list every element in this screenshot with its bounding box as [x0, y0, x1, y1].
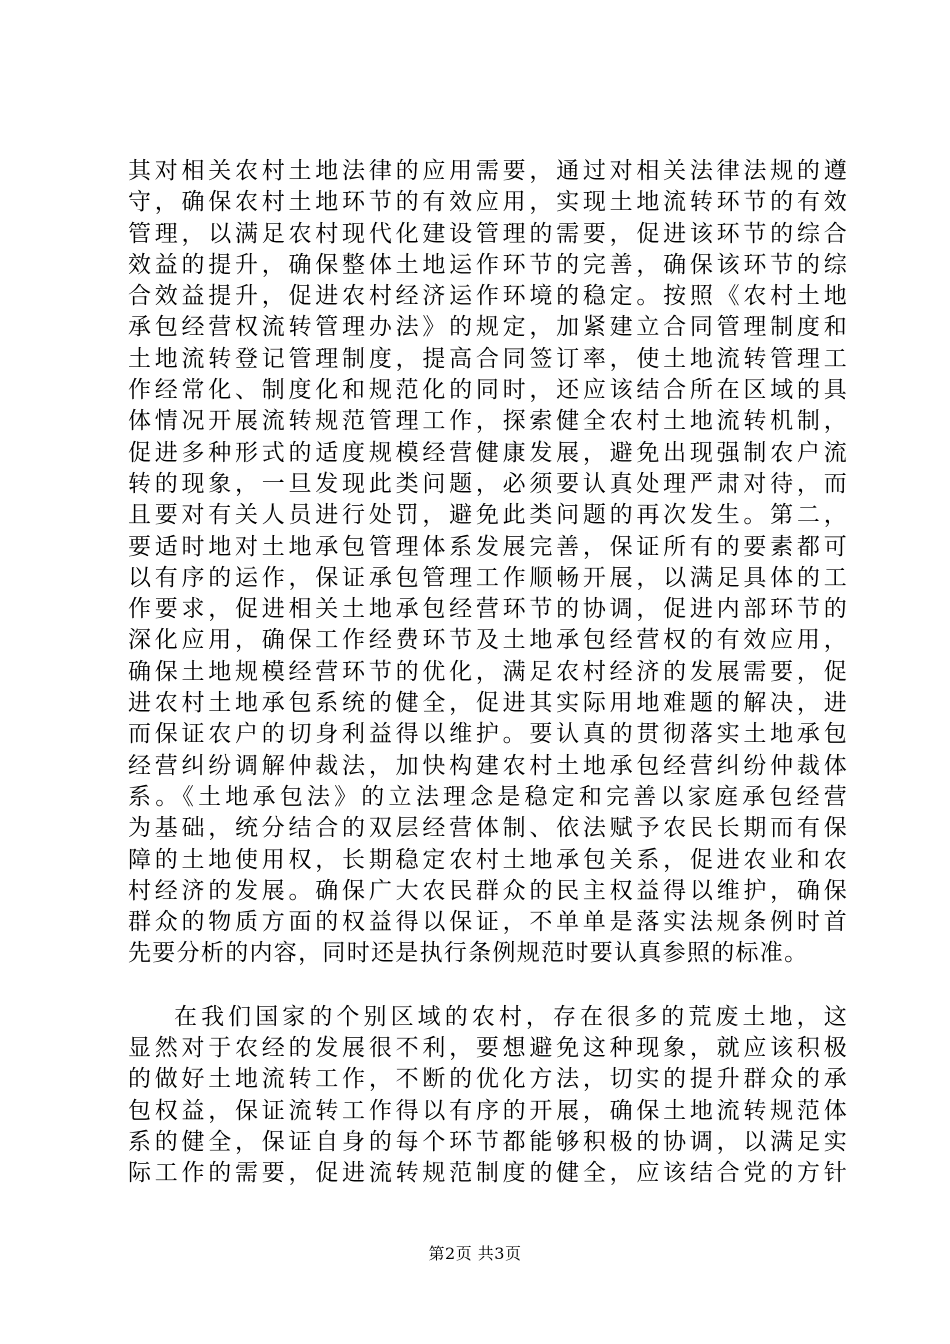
- paragraph-spacer: [128, 970, 848, 1002]
- text-line: 包权益，保证流转工作得以有序的开展，确保土地流转规范体: [128, 1097, 848, 1124]
- text-line: 管理，以满足农村现代化建设管理的需要，促进该环节的综合: [128, 220, 848, 247]
- text-line: 确保土地规模经营环节的优化，满足农村经济的发展需要，促: [128, 658, 848, 685]
- text-line: 以有序的运作，保证承包管理工作顺畅开展，以满足具体的工: [128, 564, 848, 591]
- text-line: 村经济的发展。确保广大农民群众的民主权益得以维护，确保: [128, 877, 848, 904]
- text-line: 承包经营权流转管理办法》的规定，加紧建立合同管理制度和: [128, 314, 848, 341]
- text-line: 在我们国家的个别区域的农村，存在很多的荒废土地，这: [174, 1003, 848, 1030]
- page-number-footer: 第2页 共3页: [428, 1244, 522, 1263]
- text-line: 显然对于农经的发展很不利，要想避免这种现象，就应该积极: [128, 1035, 848, 1062]
- text-line: 守，确保农村土地环节的有效应用，实现土地流转环节的有效: [128, 189, 848, 216]
- text-line: 效益的提升，确保整体土地运作环节的完善，确保该环节的综: [128, 251, 848, 278]
- text-line: 系。《土地承包法》的立法理念是稳定和完善以家庭承包经营: [128, 783, 848, 810]
- text-line: 转的现象，一旦发现此类问题，必须要认真处理严肃对待，而: [128, 470, 848, 497]
- text-line: 促进多种形式的适度规模经营健康发展，避免出现强制农户流: [128, 439, 848, 466]
- text-line: 合效益提升，促进农村经济运作环境的稳定。按照《农村土地: [128, 283, 848, 310]
- text-line: 其对相关农村土地法律的应用需要，通过对相关法律法规的遵: [128, 158, 848, 184]
- paragraph-2: [128, 1002, 848, 1190]
- text-line: 障的土地使用权，长期稳定农村土地承包关系，促进农业和农: [128, 846, 848, 873]
- text-line: 作要求，促进相关土地承包经营环节的协调，促进内部环节的: [128, 596, 848, 623]
- text-line: 要适时地对土地承包管理体系发展完善，保证所有的要素都可: [128, 533, 848, 560]
- text-line: 群众的物质方面的权益得以保证，不单单是落实法规条例时首: [128, 909, 848, 936]
- text-line: 系的健全，保证自身的每个环节都能够积极的协调，以满足实: [128, 1128, 848, 1155]
- text-line: 为基础，统分结合的双层经营体制、依法赋予农民长期而有保: [128, 815, 848, 842]
- text-line: 作经常化、制度化和规范化的同时，还应该结合所在区域的具: [128, 377, 848, 404]
- text-line: 深化应用，确保工作经费环节及土地承包经营权的有效应用，: [128, 627, 848, 654]
- paragraph-1: [128, 156, 848, 970]
- text-line: 土地流转登记管理制度，提高合同签订率，使土地流转管理工: [128, 345, 848, 372]
- text-line: 进农村土地承包系统的健全，促进其实际用地难题的解决，进: [128, 690, 848, 717]
- text-line: 且要对有关人员进行处罚，避免此类问题的再次发生。第二，: [128, 502, 848, 529]
- document-body: [128, 156, 848, 1190]
- text-line: 先要分析的内容，同时还是执行条例规范时要认真参照的标准。: [128, 940, 809, 967]
- text-line: 际工作的需要，促进流转规范制度的健全，应该结合党的方针: [128, 1160, 848, 1187]
- text-line: 的做好土地流转工作，不断的优化方法，切实的提升群众的承: [128, 1066, 848, 1093]
- text-line: 体情况开展流转规范管理工作，探索健全农村土地流转机制，: [128, 408, 848, 435]
- text-line: 而保证农户的切身利益得以维护。要认真的贯彻落实土地承包: [128, 721, 848, 748]
- text-line: 经营纠纷调解仲裁法，加快构建农村土地承包经营纠纷仲裁体: [128, 752, 848, 779]
